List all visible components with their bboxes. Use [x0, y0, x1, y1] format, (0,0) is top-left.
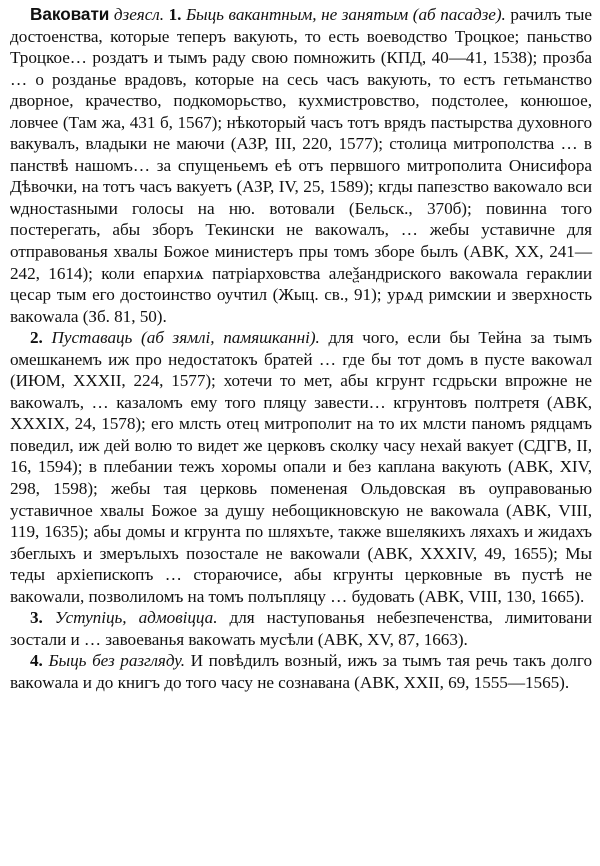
sense-2-paragraph: [10, 327, 592, 607]
sense-4-number: 4.: [30, 651, 43, 671]
sense-4-paragraph: [10, 650, 592, 693]
sense-2-number: 2.: [30, 328, 43, 348]
grammar-label: дзеясл.: [113, 5, 164, 24]
sense-2-definition: Пуставаць (аб зямлі, памяшканні).: [51, 328, 320, 348]
sense-4-examples: И повѣдилъ возный, ижъ за тымъ тая речь такъ долго вакowала и до книгъ до того часу не сознавана (АВК, XXII, 69, 1555—1565).: [10, 651, 593, 692]
sense-1-paragraph: [10, 4, 592, 327]
sense-3-paragraph: [10, 607, 592, 650]
sense-1-examples: рачилъ тые достоенства, которые теперъ вакують, то есть воеводство Троцкое; паньство Троцкое… роздатъ и тымъ раду свою помножить (КПД, 40—41, 1538); прозба … о розданье врадовъ, которые на сесь часъ вакують, то естъ гетьманство дворное, крачество, подкоморьство, кухмистровство, подстолее, конюшое, ловчее (Там жа, 431 б, 1567); нѣкоторый часъ тотъ врядъ пастырства духовного вакувалъ, владыки не маючи (АЗР, III, 220, 1577); столица митрополства … в панствѣ нашомъ… за спущеньемъ еѣ отъ первшого митрополита Онисифора Дѣвочки, на тотъ часъ вакуетъ (АЗР, IV, 25, 1589); кгды папезство вакowало вси ѡдностаѕными голосы на ню. вотовали (Бельск., 370б); повинна того постерегать, абы зборъ Текински не вакowалъ, … жебы уставичне для отправованья хвалы Божое министеръ пры томъ зборе былъ (АВК, XX, 241—242, 1614); коли епархиѧ патріарховства алеѯандриского вакowала гераклии цесар тым его достоинство оучтил (Жыц. св., 91); урѧд римскии и зверхность вакowала (Зб. 81, 50).: [10, 5, 592, 326]
sense-4-definition: Быць без разгляду.: [48, 651, 186, 671]
sense-1-number: 1.: [168, 5, 182, 24]
sense-3-definition: Уступіць, адмовіцца.: [54, 608, 218, 628]
sense-3-number: 3.: [30, 608, 43, 628]
sense-3-examples: для наступованья небезпеченства, лимитовани зостали и … завоеванья вакowать мусѣли (АВК, XV, 87, 1663).: [10, 608, 592, 649]
sense-1-definition: Быць вакантным, не занятым (аб пасадзе).: [185, 5, 506, 24]
sense-2-examples: для чого, если бы Тейна за тымъ омешканемъ иж про недостатокъ братей … где бы тот домъ в пусте вакowал (ИЮМ, XXXII, 224, 1577); хотечи то мет, абы кгрунт гсдрьски впрожне не вакowалъ, … казаломъ ему того пляцу завести… кгрунтовъ полтретя (АВК, XXXIX, 24, 1578); его млсть отец митрополит на то их млсти паномъ рядцамъ поведил, иж дей волю то видет же церковъ сколку часу нехай вакует (СДГВ, II, 16, 1594); в плебании тежъ хоромы опали и без каплана вакують (АВК, XIV, 298, 1598); жебы тая церковь помененая Ольдовская въ оуправованью уставичное хвалы Божое за душу небощикновскую не вакowала (АВК, VIII, 119, 1635); абы домы и кгрунта по шляхъте, также вшелякихъ ляхахъ и жидахъ збеглыхъ и змерълыхъ позостале не вакowали (АВК, XXXIV, 49, 1655); Мы теды архіепископъ … стораючисе, абы кгрунты церковные въ пустѣ не вакowали, позволиломъ на томъ полъпляцу … будовать (АВК, VIII, 130, 1665).: [10, 328, 592, 606]
headword: Ваковати: [30, 4, 110, 24]
